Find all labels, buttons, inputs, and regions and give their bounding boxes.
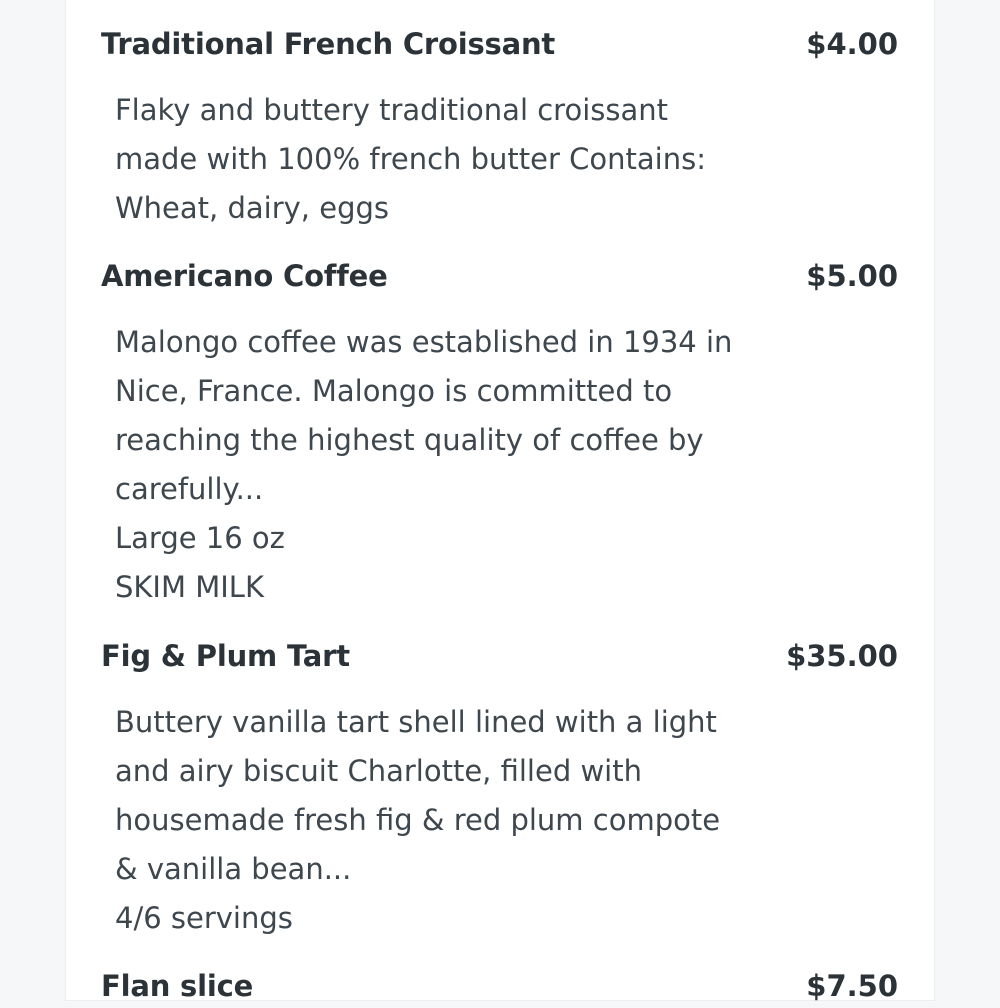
menu-item-header	[66, 634, 934, 678]
description-line: Flaky and buttery traditional croissant	[115, 93, 668, 127]
menu-item-fig-plum-tart[interactable]	[66, 634, 934, 935]
menu-item-header	[66, 22, 934, 66]
menu-item-price: $5.00	[806, 259, 898, 293]
description-line: housemade fresh fig & red plum compote	[115, 803, 721, 837]
menu-item-flan-slice[interactable]	[66, 964, 934, 1008]
menu-item-name: Americano Coffee	[101, 259, 388, 293]
menu-item-header	[66, 254, 934, 298]
menu-item-description	[115, 86, 815, 233]
menu-item-description	[115, 318, 815, 612]
description-line: Buttery vanilla tart shell lined with a light	[115, 705, 717, 739]
menu-item-name: Flan slice	[101, 969, 254, 1003]
description-line: Malongo coffee was established in 1934 in	[115, 325, 733, 359]
description-line: carefully...	[115, 472, 264, 506]
menu-card	[66, 0, 934, 1003]
menu-item-croissant[interactable]	[66, 22, 934, 225]
menu-item-description	[115, 698, 815, 943]
menu-item-price: $7.50	[806, 969, 898, 1003]
menu-item-price: $35.00	[786, 639, 898, 673]
menu-item-name: Fig & Plum Tart	[101, 639, 350, 673]
description-line: Nice, France. Malongo is committed to	[115, 374, 673, 408]
description-line: made with 100% french butter Contains:	[115, 142, 706, 176]
description-line: reaching the highest quality of coffee by	[115, 423, 704, 457]
description-line: Large 16 oz	[115, 521, 285, 555]
description-line: and airy biscuit Charlotte, filled with	[115, 754, 642, 788]
description-line: & vanilla bean...	[115, 852, 352, 886]
menu-item-price: $4.00	[806, 27, 898, 61]
menu-item-americano[interactable]	[66, 254, 934, 604]
description-line: 4/6 servings	[115, 901, 293, 935]
description-line: SKIM MILK	[115, 570, 264, 604]
menu-item-header	[66, 964, 934, 1008]
menu-item-name: Traditional French Croissant	[101, 27, 556, 61]
description-line: Wheat, dairy, eggs	[115, 191, 389, 225]
